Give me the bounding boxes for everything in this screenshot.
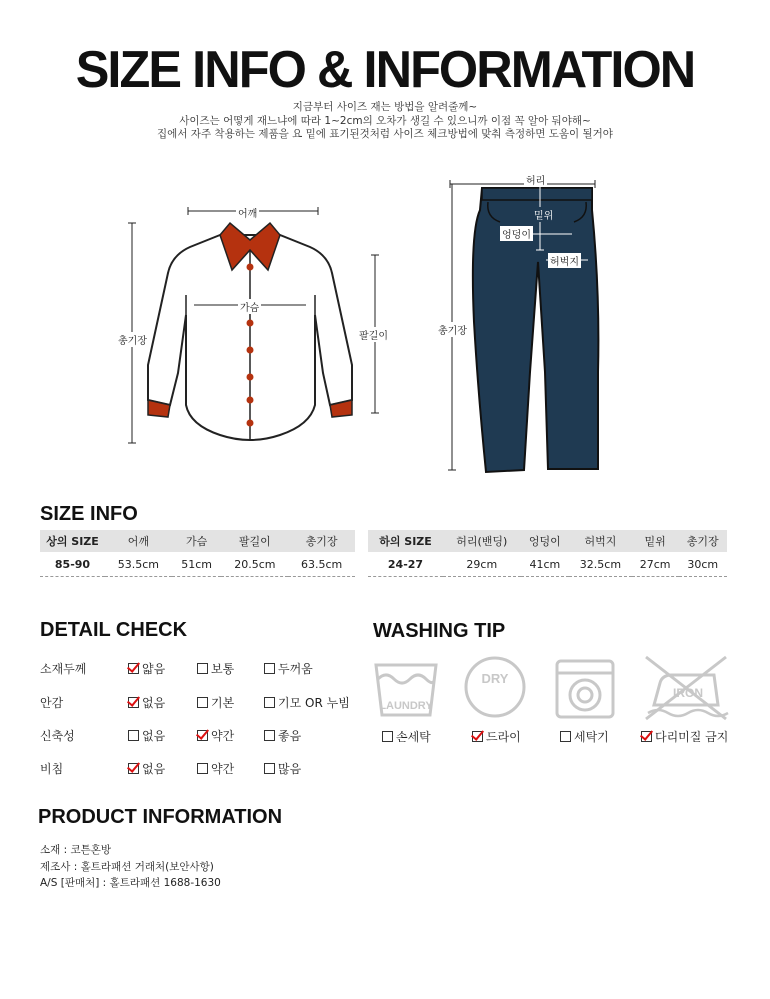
product-info-line: A/S [판매처] : 홀트라패션 1688-1630 (40, 877, 221, 889)
wash-option-label: 다리미질 금지 (655, 730, 729, 744)
checkbox (382, 731, 393, 742)
pants-waist-label: 허리 (524, 172, 547, 187)
pants-length-label: 총기장 (436, 322, 469, 337)
product-info-heading: PRODUCT INFORMATION (38, 806, 283, 828)
dry-clean-icon (463, 655, 527, 719)
product-info-line: 소재 : 코튼혼방 (40, 844, 112, 856)
page-title: SIZE INFO & INFORMATION (75, 41, 695, 99)
detail-row-label: 비침 (40, 762, 64, 776)
checkbox (264, 697, 275, 708)
wash-option-label: 드라이 (486, 730, 521, 744)
option-label: 두꺼움 (278, 662, 313, 676)
detail-row-label: 신축성 (40, 729, 75, 743)
table-header: 총기장 (288, 530, 355, 552)
checkbox-checked (197, 730, 208, 741)
intro-line: 사이즈는 어떻게 재느냐에 따라 1~2cm의 오차가 생길 수 있으니까 이점 꼭 알아 둬야해~ (179, 114, 591, 127)
detail-option (128, 760, 165, 777)
detail-option (264, 694, 350, 711)
option-label: 좋음 (278, 729, 302, 743)
intro-text (0, 101, 770, 142)
table-cell: 41cm (521, 552, 569, 577)
detail-option (197, 694, 234, 711)
top-size-table (40, 530, 355, 577)
option-label: 없음 (142, 729, 166, 743)
laundry-icon-text: LAUNDRY (379, 700, 433, 712)
table-header: 총기장 (679, 530, 728, 552)
detail-row-label: 안감 (40, 696, 64, 710)
table-row (368, 552, 727, 577)
shirt-sleeve-label: 팔길이 (357, 327, 390, 342)
table-cell: 53.5cm (105, 552, 172, 577)
table-cell: 85-90 (40, 552, 105, 577)
checkbox (264, 663, 275, 674)
table-cell: 20.5cm (221, 552, 288, 577)
detail-option (197, 727, 234, 744)
pants-thigh-label: 허벅지 (548, 253, 581, 268)
option-label: 약간 (211, 762, 235, 776)
option-label: 없음 (142, 762, 166, 776)
checkbox (197, 763, 208, 774)
detail-option (264, 660, 313, 677)
table-header: 하의 SIZE (368, 530, 443, 552)
table-header: 어깨 (105, 530, 172, 552)
detail-option (128, 660, 165, 677)
checkbox-checked (472, 731, 483, 742)
table-cell: 30cm (679, 552, 728, 577)
detail-option (197, 760, 234, 777)
wash-option (560, 728, 609, 745)
detail-option (264, 727, 301, 744)
bottom-size-table (368, 530, 727, 577)
option-label: 보통 (211, 662, 235, 676)
detail-option (197, 660, 234, 677)
table-cell: 27cm (632, 552, 679, 577)
option-label: 기모 OR 누빔 (278, 696, 350, 710)
washing-tip-heading: WASHING TIP (373, 620, 506, 642)
product-info-line: 제조사 : 홀트라패션 거래처(보안사항) (40, 860, 214, 873)
laundry-tub-icon (372, 657, 440, 719)
table-header: 상의 SIZE (40, 530, 105, 552)
no-iron-icon (640, 653, 732, 723)
table-cell: 24-27 (368, 552, 443, 577)
product-info-list (40, 842, 221, 892)
table-header: 허리(밴딩) (443, 530, 521, 552)
table-header: 팔길이 (221, 530, 288, 552)
checkbox (197, 697, 208, 708)
wash-option (641, 728, 728, 745)
checkbox (264, 763, 275, 774)
checkbox-checked (641, 731, 652, 742)
table-cell: 51cm (172, 552, 222, 577)
pants-hip-label: 엉덩이 (500, 226, 533, 241)
intro-line: 지금부터 사이즈 재는 방법을 알려줄께~ (292, 101, 478, 113)
washing-machine-icon (553, 657, 617, 719)
checkbox (560, 731, 571, 742)
option-label: 얇음 (142, 662, 166, 676)
detail-check-heading: DETAIL CHECK (40, 619, 188, 641)
pants-rise-label: 밑위 (532, 207, 555, 222)
checkbox-checked (128, 663, 139, 674)
option-label: 없음 (142, 696, 166, 710)
shirt-length-label: 총기장 (116, 332, 149, 347)
checkbox-checked (128, 697, 139, 708)
wash-option (382, 728, 431, 745)
option-label: 많음 (278, 762, 302, 776)
shirt-illustration (110, 195, 400, 455)
table-header: 밑위 (632, 530, 679, 552)
wash-option (472, 728, 521, 745)
detail-row-label: 소재두께 (40, 662, 87, 676)
shirt-chest-label: 가슴 (238, 299, 261, 314)
detail-option (128, 727, 165, 744)
iron-icon-text: IRON (673, 686, 703, 700)
detail-option (128, 694, 165, 711)
option-label: 약간 (211, 729, 235, 743)
option-label: 기본 (211, 696, 235, 710)
table-cell: 29cm (443, 552, 521, 577)
wash-option-label: 세탁기 (574, 730, 609, 744)
checkbox (264, 730, 275, 741)
table-header: 엉덩이 (521, 530, 569, 552)
checkbox-checked (128, 763, 139, 774)
dry-icon-text: DRY (481, 671, 509, 686)
shirt-shoulder-label: 어깨 (236, 205, 259, 220)
checkbox (128, 730, 139, 741)
checkbox (197, 663, 208, 674)
table-row (40, 552, 355, 577)
wash-option-label: 손세탁 (396, 730, 431, 744)
table-header: 가슴 (172, 530, 222, 552)
table-cell: 32.5cm (569, 552, 632, 577)
detail-option (264, 760, 301, 777)
size-info-heading: SIZE INFO (40, 503, 138, 525)
table-cell: 63.5cm (288, 552, 355, 577)
intro-line: 집에서 자주 착용하는 제품을 요 밑에 표기된것처럼 사이즈 체크방법에 맞춰 측정하면 도움이 될거야 (157, 128, 613, 140)
table-header: 허벅지 (569, 530, 632, 552)
